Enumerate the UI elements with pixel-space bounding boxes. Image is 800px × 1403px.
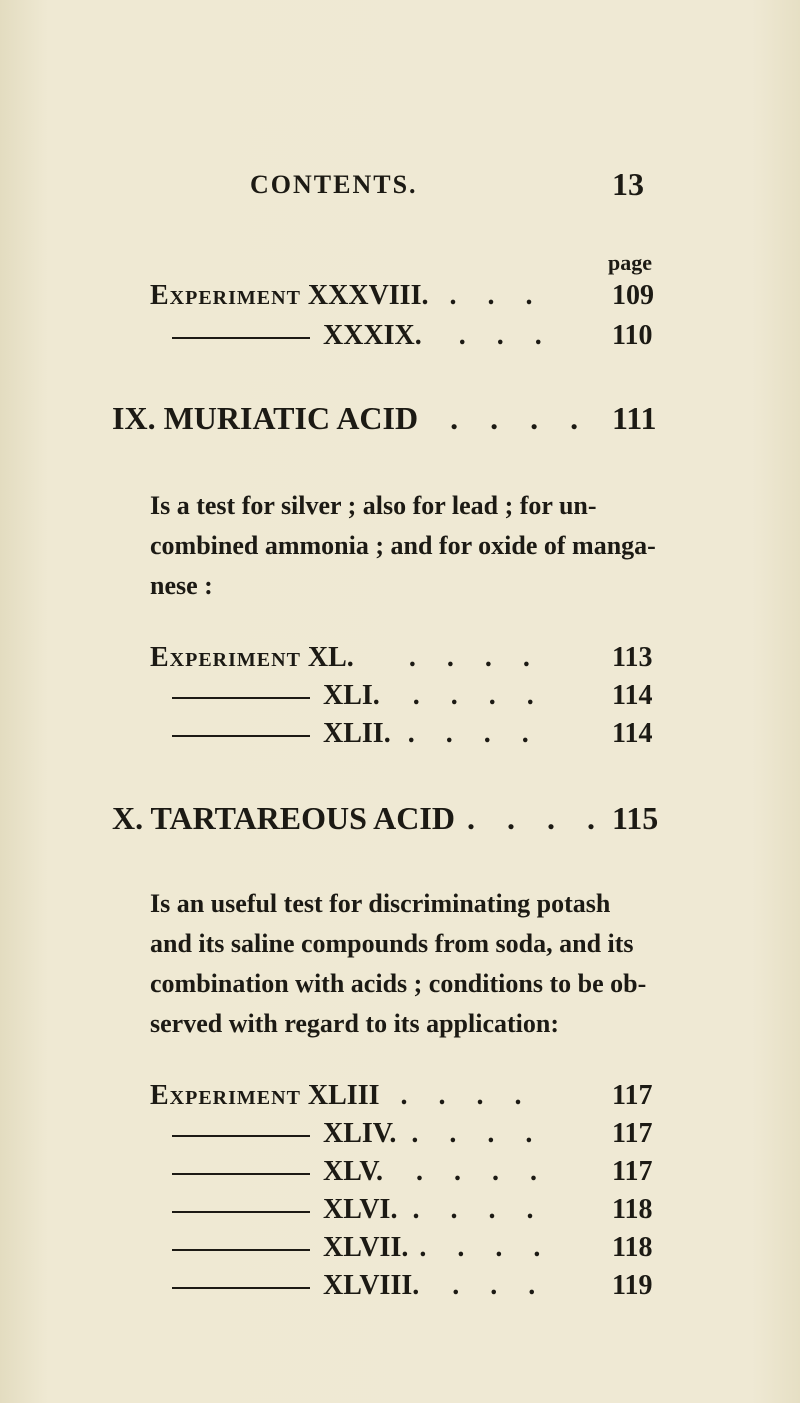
leader-dots: . . . .	[450, 400, 591, 436]
leader-dots: . . . .	[407, 718, 541, 749]
toc-entry	[172, 1118, 544, 1150]
description-line: combined ammonia ; and for oxide of manga-	[150, 531, 656, 560]
toc-entry	[172, 1156, 549, 1188]
ditto-dash	[172, 1249, 310, 1251]
entry-numeral: XLII.	[323, 718, 391, 749]
section-title: X. TARTAREOUS ACID	[112, 800, 455, 836]
entry-page: 117	[612, 1080, 653, 1111]
leader-dots: . . . .	[415, 1156, 549, 1187]
entry-page: 117	[612, 1156, 653, 1187]
entry-prefix: Experiment	[150, 1080, 301, 1111]
leader-dots: . . . .	[400, 1080, 534, 1111]
toc-entry	[172, 718, 541, 750]
leader-dots: . . . .	[412, 680, 546, 711]
ditto-dash	[172, 1287, 310, 1289]
leader-dots: . . .	[449, 280, 545, 311]
ditto-dash	[172, 697, 310, 699]
toc-entry	[172, 680, 546, 712]
toc-entry	[172, 1194, 545, 1226]
section-page: 115	[612, 800, 659, 836]
running-title: CONTENTS.	[250, 170, 418, 199]
toc-entry	[172, 1232, 552, 1264]
section-description	[150, 486, 656, 606]
toc-entry	[172, 320, 554, 352]
toc-entry	[150, 1080, 534, 1112]
entry-numeral: XL.	[307, 642, 354, 673]
entry-page: 110	[612, 320, 653, 351]
entry-numeral: XLVIII.	[323, 1270, 420, 1301]
description-line: Is a test for silver ; also for lead ; for un-	[150, 491, 597, 520]
leader-dots: . . . .	[419, 1232, 553, 1263]
description-line: combination with acids ; conditions to be ob-	[150, 969, 647, 998]
entry-numeral: XLIV.	[323, 1118, 397, 1149]
toc-entry	[172, 1270, 547, 1302]
ditto-dash	[172, 1211, 310, 1213]
entry-numeral: XLVI.	[323, 1194, 398, 1225]
entry-page: 114	[612, 718, 653, 749]
section-heading	[112, 800, 607, 837]
section-title: IX. MURIATIC ACID	[112, 400, 419, 436]
description-line: and its saline compounds from soda, and its	[150, 929, 634, 958]
entry-prefix: Experiment	[150, 642, 301, 673]
section-heading	[112, 400, 590, 437]
entry-page: 109	[612, 280, 654, 311]
description-line: Is an useful test for discriminating potash	[150, 889, 611, 918]
entry-page: 118	[612, 1232, 653, 1263]
ditto-dash	[172, 735, 310, 737]
leader-dots: . . . .	[412, 1194, 546, 1225]
entry-numeral: XXXIX.	[323, 320, 422, 351]
page-column-label: page	[608, 250, 652, 275]
entry-numeral: XXXVIII.	[307, 280, 429, 311]
entry-numeral: XLI.	[323, 680, 380, 711]
leader-dots: . . . .	[408, 642, 542, 673]
entry-prefix: Experiment	[150, 280, 301, 311]
toc-entry	[150, 280, 544, 312]
leader-dots: . . .	[452, 1270, 548, 1301]
page-number: 13	[612, 166, 644, 202]
ditto-dash	[172, 1135, 310, 1137]
leader-dots: . . . .	[411, 1118, 545, 1149]
entry-page: 117	[612, 1118, 653, 1149]
entry-numeral: XLVII.	[323, 1232, 409, 1263]
entry-page: 114	[612, 680, 653, 711]
section-description	[150, 884, 646, 1044]
leader-dots: . . .	[458, 320, 554, 351]
entry-page: 113	[612, 642, 653, 673]
running-header	[0, 162, 800, 202]
ditto-dash	[172, 337, 310, 339]
leader-dots: . . . .	[466, 800, 607, 836]
entry-numeral: XLV.	[323, 1156, 383, 1187]
entry-page: 119	[612, 1270, 653, 1301]
entry-page: 118	[612, 1194, 653, 1225]
toc-entry	[150, 642, 542, 674]
description-line: nese :	[150, 571, 213, 600]
description-line: served with regard to its application:	[150, 1009, 559, 1038]
entry-numeral: XLIII	[307, 1080, 380, 1111]
ditto-dash	[172, 1173, 310, 1175]
section-page: 111	[612, 400, 657, 436]
